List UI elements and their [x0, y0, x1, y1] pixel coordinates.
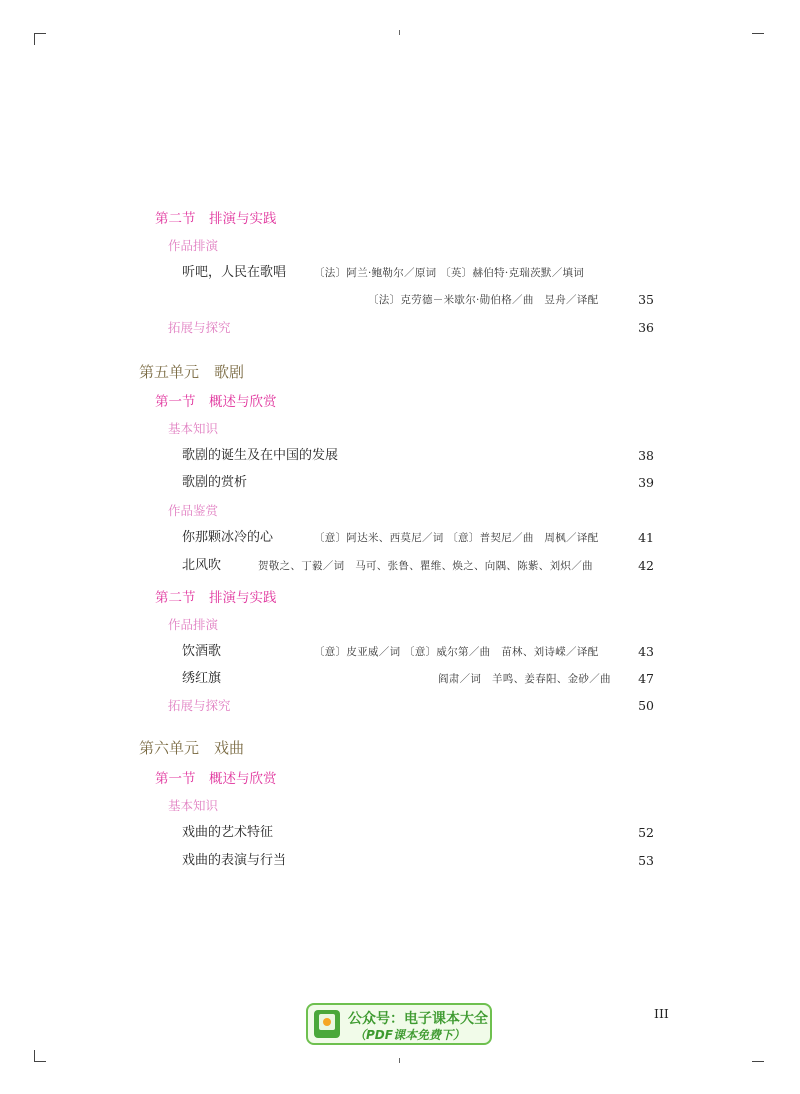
page-number: 39 — [638, 475, 654, 490]
entry-credit: 〔意〕阿达米、西莫尼／词 〔意〕普契尼／曲 周枫／译配 — [314, 532, 599, 544]
category-heading: 拓展与探究 — [168, 320, 231, 335]
toc-category — [0, 418, 800, 440]
section-heading: 第二节 排演与实践 — [155, 211, 277, 227]
center-tick-bottom — [399, 1058, 400, 1063]
crop-mark-top-right — [752, 33, 764, 34]
toc-category — [0, 795, 800, 817]
entry-title: 歌剧的诞生及在中国的发展 — [182, 448, 339, 463]
page-number: 35 — [638, 292, 654, 307]
page-number: 47 — [638, 671, 654, 686]
toc-entry — [0, 445, 800, 467]
entry-credit: 阎肃／词 羊鸣、姜春阳、金砂／曲 — [438, 673, 611, 685]
category-heading: 基本知识 — [168, 798, 219, 813]
category-heading: 基本知识 — [168, 421, 219, 436]
toc-entry — [0, 822, 800, 844]
page-number: 38 — [638, 448, 654, 463]
book-icon — [314, 1010, 340, 1038]
banner-line-1: 公众号：电子课本大全 — [348, 1011, 488, 1027]
toc-category — [0, 500, 800, 522]
page-number: 41 — [638, 530, 654, 545]
entry-title: 绣红旗 — [182, 671, 222, 686]
toc-entry — [0, 641, 800, 663]
entry-title: 歌剧的赏析 — [182, 475, 248, 490]
toc-category — [0, 695, 800, 717]
toc-section — [0, 391, 800, 413]
entry-title: 你那颗冰冷的心 — [182, 530, 274, 545]
unit-heading: 第五单元 歌剧 — [139, 363, 245, 381]
center-tick-top — [399, 30, 400, 35]
category-heading: 作品鉴赏 — [168, 503, 219, 518]
toc-category — [0, 614, 800, 636]
page-number: 36 — [638, 320, 654, 335]
unit-heading: 第六单元 戏曲 — [139, 739, 245, 757]
toc-category — [0, 317, 800, 339]
page-number: 52 — [638, 825, 654, 840]
toc-unit — [0, 737, 800, 759]
toc-unit — [0, 361, 800, 383]
page-number: 53 — [638, 853, 654, 868]
entry-title: 饮酒歌 — [182, 644, 222, 659]
banner-line-2: （PDF课本免费下） — [354, 1028, 465, 1042]
toc-category — [0, 235, 800, 257]
toc-entry — [0, 668, 800, 690]
crop-mark-top-left — [34, 33, 46, 34]
toc-section — [0, 208, 800, 230]
section-heading: 第一节 概述与欣赏 — [155, 394, 277, 410]
entry-title: 听吧，人民在歌唱 — [182, 265, 287, 280]
entry-title: 北风吹 — [182, 558, 222, 573]
toc-section — [0, 587, 800, 609]
category-heading: 作品排演 — [168, 238, 219, 253]
category-heading: 拓展与探究 — [168, 698, 231, 713]
toc-entry — [0, 262, 800, 284]
section-heading: 第二节 排演与实践 — [155, 590, 277, 606]
category-heading: 作品排演 — [168, 617, 219, 632]
entry-title: 戏曲的表演与行当 — [182, 853, 287, 868]
toc-entry — [0, 850, 800, 872]
watermark-banner — [306, 1003, 492, 1045]
entry-credit: 〔法〕克劳德－米歇尔·勋伯格／曲 昱舟／译配 — [368, 294, 599, 306]
entry-title: 戏曲的艺术特征 — [182, 825, 274, 840]
entry-credit: 〔意〕皮亚威／词 〔意〕威尔第／曲 苗林、刘诗嵘／译配 — [314, 646, 599, 658]
entry-credit: 〔法〕阿兰·鲍勒尔／原词 〔英〕赫伯特·克瑞茨默／填词 — [314, 267, 585, 279]
page-folio: III — [654, 1006, 669, 1021]
toc-entry-continued — [0, 289, 800, 311]
page-number: 43 — [638, 644, 654, 659]
entry-credit: 贺敬之、丁毅／词 马可、张鲁、瞿维、焕之、向隅、陈紫、刘炽／曲 — [258, 560, 593, 572]
section-heading: 第一节 概述与欣赏 — [155, 771, 277, 787]
crop-mark-top-left — [34, 33, 35, 45]
toc-section — [0, 768, 800, 790]
toc-entry — [0, 527, 800, 549]
toc-entry — [0, 472, 800, 494]
crop-mark-bottom-left — [34, 1061, 46, 1062]
crop-mark-bottom-right — [752, 1061, 764, 1062]
toc-entry — [0, 555, 800, 577]
page-number: 50 — [638, 698, 654, 713]
page-number: 42 — [638, 558, 654, 573]
